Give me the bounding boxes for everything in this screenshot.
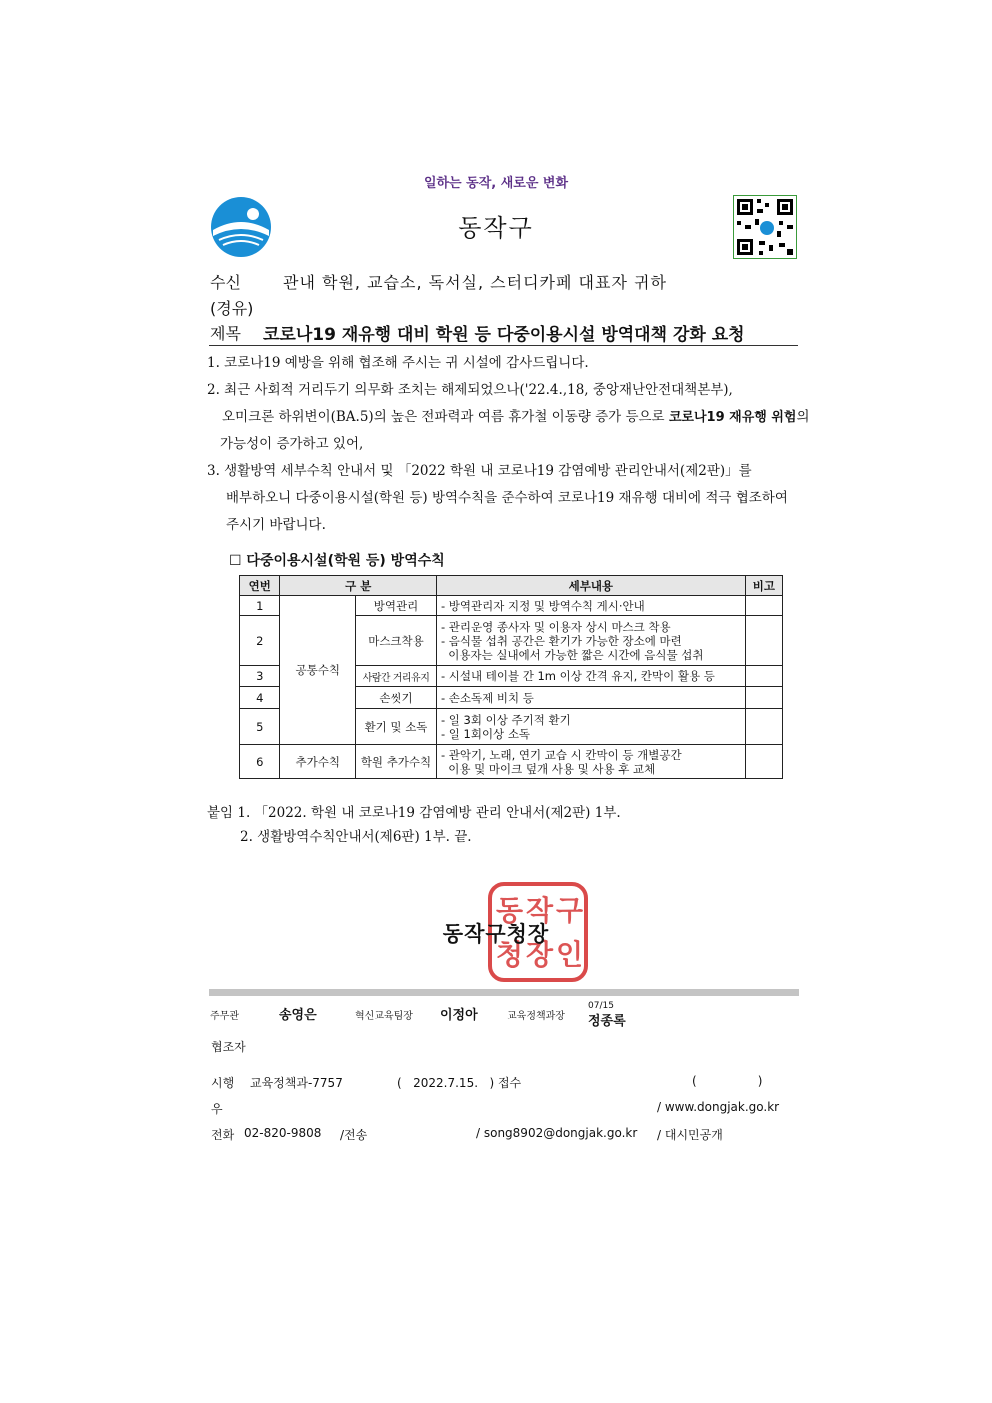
- phone-value: 02-820-9808: [244, 1126, 322, 1140]
- postal-label: 우: [211, 1102, 223, 1116]
- body-paragraph-3-line-2: 배부하오니 다중이용시설(학원 등) 방역수칙을 준수하여 코로나19 재유행 대비에 적극 협조하여: [226, 490, 788, 506]
- svg-text:작: 작: [526, 894, 554, 927]
- table-row: [240, 596, 783, 616]
- row-sub: 방역관리: [356, 596, 437, 616]
- row-detail: [436, 666, 745, 687]
- enforce-label: 시행: [211, 1076, 235, 1090]
- row-note: [745, 687, 782, 709]
- approval-name-3: 정종록: [588, 1014, 626, 1029]
- row-sub: 학원 추가수칙: [356, 745, 437, 779]
- fax-label: /전송: [340, 1128, 368, 1142]
- detail-line: - 일 1회이상 소독: [440, 726, 531, 741]
- approval-name-2: 이정아: [440, 1008, 478, 1023]
- row-detail: [436, 709, 745, 745]
- approval-role-3: 교육정책과장: [507, 1011, 565, 1022]
- row-no: 1: [240, 596, 280, 616]
- row-no: 5: [240, 709, 280, 745]
- group-extra: 추가수칙: [280, 745, 356, 779]
- detail-line: - 음식물 섭취 공간은 환기가 가능한 장소에 마련: [440, 633, 682, 648]
- row-no: 6: [240, 745, 280, 779]
- org-name: 동작구: [458, 214, 534, 242]
- receive-field: ( ): [692, 1074, 763, 1088]
- svg-text:동: 동: [496, 894, 524, 927]
- row-sub: 마스크착용: [356, 616, 437, 666]
- svg-text:장: 장: [526, 938, 554, 971]
- subject-label: 제목: [210, 324, 241, 343]
- attachment-line-1: 붙임 1. 「2022. 학원 내 코로나19 감염예방 관리 안내서(제2판) 1부.: [207, 805, 621, 821]
- row-detail: [436, 616, 745, 666]
- header-detail: 세부내용: [436, 576, 745, 596]
- header-category: 구 분: [280, 576, 437, 596]
- email-link[interactable]: / song8902@dongjak.go.kr: [476, 1126, 638, 1140]
- phone-label: 전화: [211, 1128, 235, 1142]
- table-row: [240, 745, 783, 779]
- detail-line: 이용 및 마이크 덮개 사용 및 사용 후 교체: [440, 761, 656, 776]
- detail-line: - 관리운영 종사자 및 이용자 상시 마스크 착용: [440, 619, 671, 634]
- row-no: 2: [240, 616, 280, 666]
- row-note: [745, 745, 782, 779]
- body-text-segment: 오미크론 하위변이(BA.5)의 높은 전파력과 여름 휴가철 이동량 증가 등으로: [222, 409, 669, 425]
- row-note: [745, 596, 782, 616]
- row-note: [745, 666, 782, 687]
- approval-name-1: 송영은: [279, 1008, 317, 1023]
- detail-line: 이용자는 실내에서 가능한 짧은 시간에 음식물 섭취: [440, 647, 704, 662]
- qr-code-icon[interactable]: [733, 195, 797, 259]
- via-label: (경유): [210, 299, 254, 318]
- approval-role-1: 주무관: [210, 1011, 239, 1022]
- row-detail: [436, 596, 745, 616]
- detail-line: - 방역관리자 지정 및 방역수칙 게시·안내: [440, 598, 645, 613]
- subject-divider: [209, 345, 798, 346]
- row-detail: [436, 745, 745, 779]
- body-text-segment: 의: [796, 409, 810, 425]
- enforce-value: 교육정책과-7757: [250, 1076, 343, 1090]
- header-note: 비고: [745, 576, 782, 596]
- disclosure-label: / 대시민공개: [657, 1128, 723, 1142]
- row-no: 3: [240, 666, 280, 687]
- sender-title: 동작구청장: [442, 922, 550, 946]
- footer-divider: [209, 989, 799, 996]
- svg-text:구: 구: [556, 894, 584, 927]
- row-note: [745, 709, 782, 745]
- body-paragraph-2-line-1: 2. 최근 사회적 거리두기 의무화 조치는 해제되었으나('22.4.,18, 중앙재난안전대책본부),: [207, 382, 733, 398]
- quarantine-rules-table: [239, 575, 783, 779]
- body-paragraph-3-line-3: 주시기 바랍니다.: [226, 517, 326, 533]
- svg-text:인: 인: [556, 938, 584, 971]
- recipient-value: 관내 학원, 교습소, 독서실, 스터디카페 대표자 귀하: [283, 273, 667, 292]
- row-sub: 환기 및 소독: [356, 709, 437, 745]
- emphasis-text: 코로나19 재유행 위험: [668, 410, 797, 425]
- table-header-row: [240, 576, 783, 596]
- body-paragraph-2-line-3: 가능성이 증가하고 있어,: [220, 436, 364, 452]
- row-sub: 사람간 거리유지: [356, 666, 437, 687]
- detail-line: - 시설내 테이블 간 1m 이상 간격 유지, 칸막이 활용 등: [440, 669, 715, 683]
- body-paragraph-2-line-2: [222, 404, 810, 431]
- detail-line: - 관악기, 노래, 연기 교습 시 칸막이 등 개별공간: [440, 747, 682, 762]
- detail-line: - 손소독제 비치 등: [440, 690, 534, 705]
- header-no: 연번: [240, 576, 280, 596]
- group-common: 공통수칙: [280, 596, 356, 745]
- subject-text: 코로나19 재유행 대비 학원 등 다중이용시설 방역대책 강화 요청: [263, 325, 745, 345]
- attachment-line-2: 2. 생활방역수칙안내서(제6판) 1부. 끝.: [240, 829, 472, 845]
- row-sub: 손씻기: [356, 687, 437, 709]
- enforce-date: ( 2022.7.15. ) 접수: [397, 1076, 522, 1090]
- row-detail: [436, 687, 745, 709]
- body-paragraph-3-line-1: 3. 생활방역 세부수칙 안내서 및 「2022 학원 내 코로나19 감염예방 관리안내서(제2판)」를: [207, 463, 752, 479]
- slogan: 일하는 동작, 새로운 변화: [423, 176, 569, 191]
- approval-role-2: 혁신교육팀장: [355, 1011, 413, 1022]
- website-link[interactable]: / www.dongjak.go.kr: [657, 1100, 780, 1114]
- body-paragraph-1: 1. 코로나19 예방을 위해 협조해 주시는 귀 시설에 감사드립니다.: [207, 355, 589, 371]
- row-no: 4: [240, 687, 280, 709]
- approval-date-3: 07/15: [588, 1001, 614, 1011]
- cooperator-label: 협조자: [211, 1040, 246, 1054]
- detail-line: - 일 3회 이상 주기적 환기: [440, 712, 571, 727]
- svg-text:청: 청: [496, 938, 524, 971]
- recipient-label: 수신: [210, 273, 241, 292]
- section-title: ☐ 다중이용시설(학원 등) 방역수칙: [229, 553, 445, 569]
- row-note: [745, 616, 782, 666]
